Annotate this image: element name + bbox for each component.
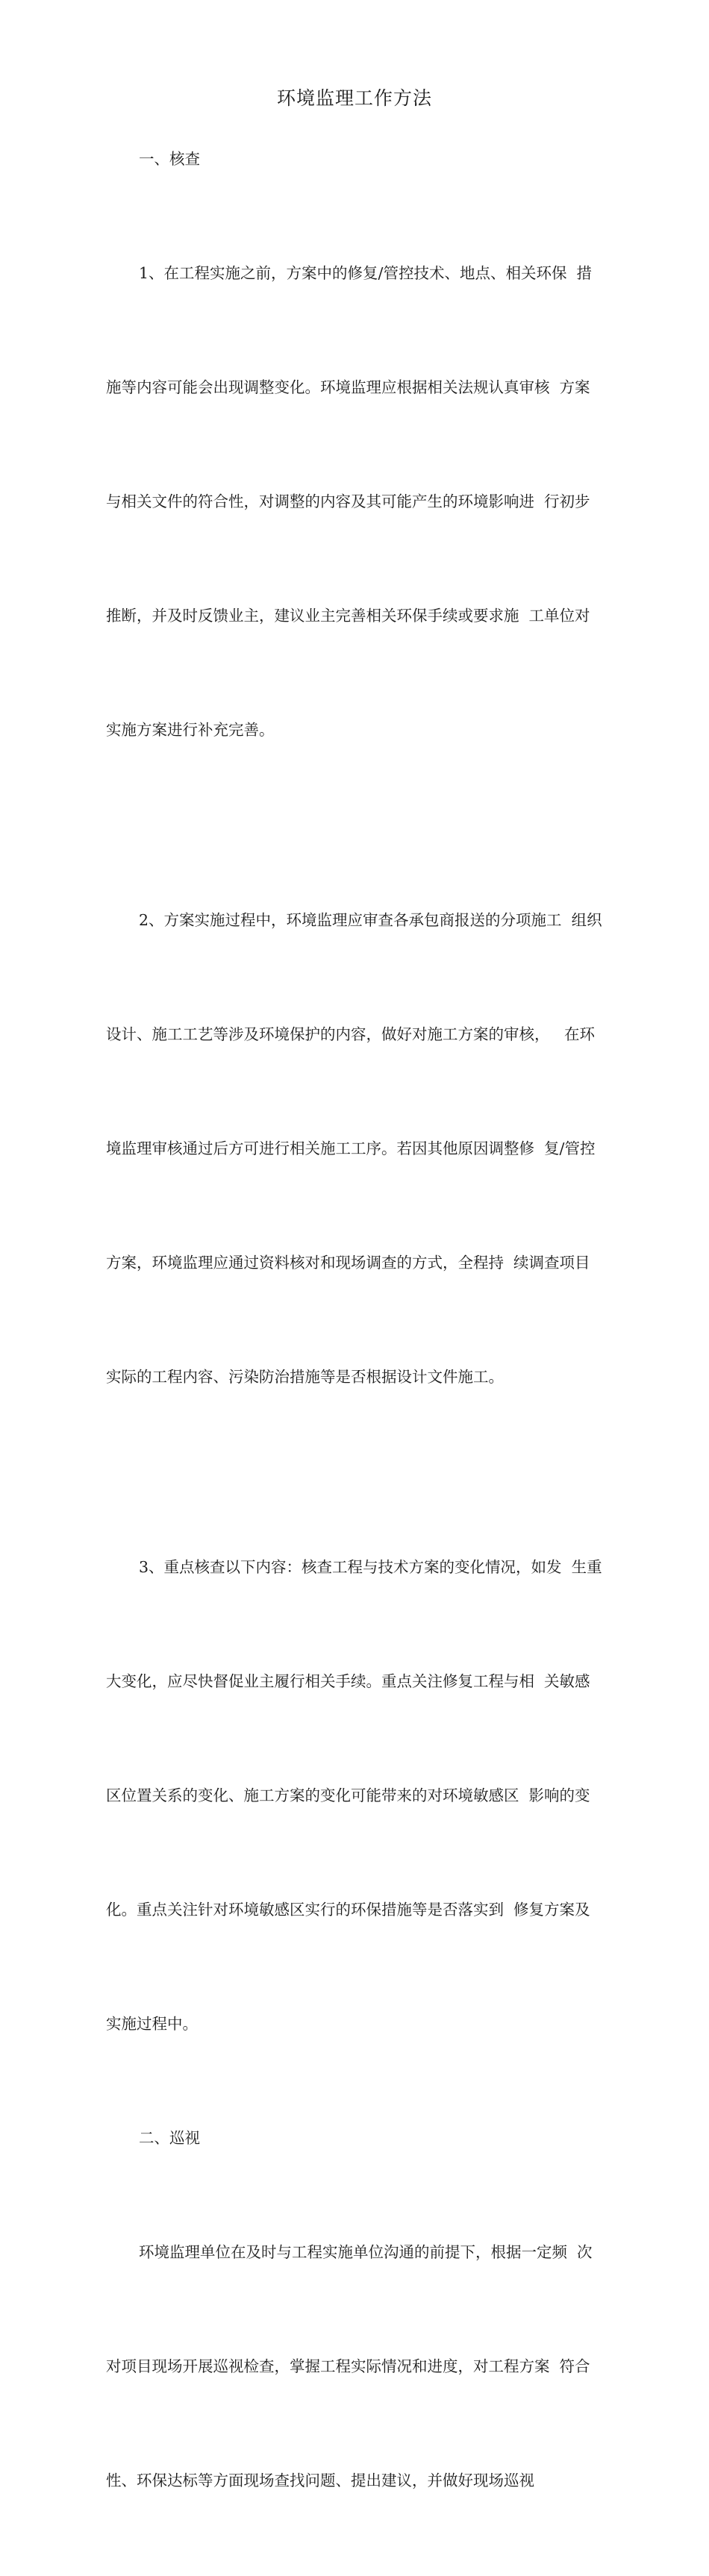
text-line: 1、在工程实施之前，方案中的修复/管控技术、地点、相关环保 措 [139, 264, 592, 282]
text-line: 与相关文件的符合性，对调整的内容及其可能产生的环境影响进 行初步 [106, 493, 590, 510]
text-line: 设计、施工工艺等涉及环境保护的内容，做好对施工方案的审核， 在环 [106, 1025, 596, 1043]
text-line: 大变化，应尽快督促业主履行相关手续。重点关注修复工程与相 关敏感 [106, 1672, 590, 1690]
text-line: 实施过程中。 [106, 2015, 198, 2033]
text-line: 施等内容可能会出现调整变化。环境监理应根据相关法规认真审核 方案 [106, 378, 590, 396]
text-line: 2、方案实施过程中，环境监理应审查各承包商报送的分项施工 组织 [139, 911, 602, 929]
text-line: 3、重点核查以下内容：核查工程与技术方案的变化情况，如发 生重 [139, 1558, 602, 1576]
text-line: 推断，并及时反馈业主，建议业主完善相关环保手续或要求施 工单位对 [106, 607, 590, 625]
document-body [106, 140, 621, 2576]
section-heading-inspection: 二、巡视 [139, 2129, 200, 2147]
paragraph-verification-1 [106, 178, 621, 825]
text-line: 化。重点关注针对环境敏感区实行的环保措施等是否落实到 修复方案及 [106, 1901, 590, 1919]
paragraph-verification-2 [106, 825, 621, 1472]
text-line: 实际的工程内容、污染防治措施等是否根据设计文件施工。 [106, 1368, 504, 1386]
text-line: 实施方案进行补充完善。 [106, 721, 275, 739]
text-line: 环境监理单位在及时与工程实施单位沟通的前提下，根据一定频 次 [139, 2243, 593, 2261]
text-line: 方案，环境监理应通过资料核对和现场调查的方式，全程持 续调查项目 [106, 1254, 590, 1272]
text-line: 对项目现场开展巡视检查，掌握工程实际情况和进度，对工程方案 符合 [106, 2357, 590, 2375]
text-line: 区位置关系的变化、施工方案的变化可能带来的对环境敏感区 影响的变 [106, 1786, 590, 1804]
document-title: 环境监理工作方法 [276, 87, 432, 109]
text-line: 性、环保达标等方面现场查找问题、提出建议，并做好现场巡视 [106, 2472, 534, 2489]
text-line: 境监理审核通过后方可进行相关施工工序。若因其他原因调整修 复/管控 [106, 1139, 596, 1157]
section-heading-verification: 一、核查 [139, 150, 200, 168]
paragraph-inspection-1 [106, 2157, 621, 2576]
paragraph-verification-3 [106, 1472, 621, 2119]
